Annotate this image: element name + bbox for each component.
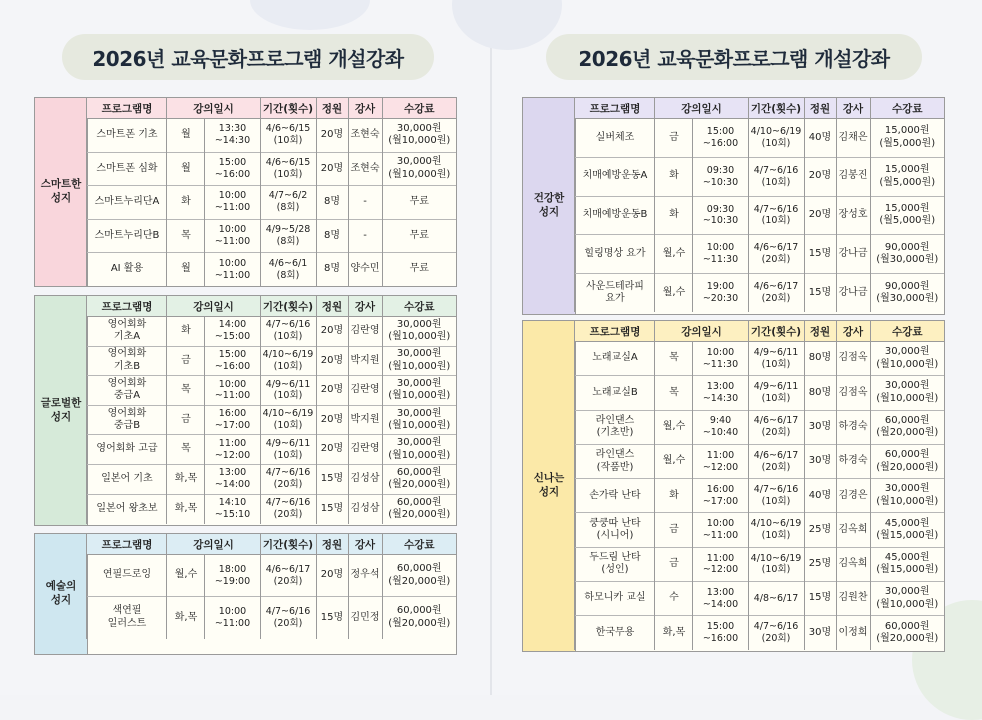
column-header: 강의일시: [655, 321, 748, 342]
table-row: [575, 479, 944, 513]
column-header: 강의일시: [167, 534, 260, 555]
instructor: 하경숙: [836, 410, 870, 444]
capacity: 25명: [804, 547, 836, 581]
program-name: 라인댄스 (작품반): [575, 444, 655, 478]
table-row: [87, 464, 456, 494]
schedule-day: 수: [655, 582, 693, 616]
program-name: 영어회화 기초B: [87, 346, 167, 376]
program-name: 하모니카 교실: [575, 582, 655, 616]
fee: 15,000원 (월5,000원): [870, 196, 944, 235]
schedule-day: 목: [655, 342, 693, 376]
instructor: 김민정: [348, 597, 382, 639]
schedule-time: 13:30 ~14:30: [205, 119, 260, 153]
table-row: [575, 157, 944, 196]
schedule-day: 월,수: [655, 444, 693, 478]
column-header: 강사: [348, 296, 382, 317]
capacity: 8명: [316, 219, 348, 253]
fee: 90,000원 (월30,000원): [870, 274, 944, 313]
section-art: [34, 533, 457, 655]
schedule-time: 13:00 ~14:00: [205, 464, 260, 494]
program-name: 한국무용: [575, 616, 655, 650]
fee: 30,000원 (월10,000원): [382, 435, 456, 465]
fee: 90,000원 (월30,000원): [870, 235, 944, 274]
schedule-day: 화: [655, 157, 693, 196]
table-row: [87, 494, 456, 524]
capacity: 15명: [804, 235, 836, 274]
schedule-time: 15:00 ~16:00: [693, 119, 748, 158]
period: 4/10~6/19 (10회): [260, 405, 316, 435]
column-header: 강사: [836, 98, 870, 119]
program-name: 영어회화 고급: [87, 435, 167, 465]
period: 4/6~6/1 (8회): [260, 253, 316, 287]
capacity: 20명: [316, 376, 348, 406]
schedule-day: 금: [167, 405, 205, 435]
schedule-time: 15:00 ~16:00: [205, 152, 260, 186]
capacity: 15명: [316, 494, 348, 524]
schedule-day: 화: [655, 196, 693, 235]
table-row: [87, 376, 456, 406]
column-header: 강의일시: [655, 98, 748, 119]
instructor: 조현숙: [348, 152, 382, 186]
table-row: [87, 435, 456, 465]
schedule-time: 10:00 ~11:30: [693, 235, 748, 274]
schedule-day: 월: [167, 119, 205, 153]
program-name: 스마트누리단A: [87, 186, 167, 220]
program-name: 영어회화 중급B: [87, 405, 167, 435]
column-header: 정원: [316, 98, 348, 119]
instructor: 정우석: [348, 555, 382, 597]
fee: 60,000원 (월20,000원): [870, 444, 944, 478]
schedule-time: 15:00 ~16:00: [693, 616, 748, 650]
capacity: 8명: [316, 253, 348, 287]
capacity: 25명: [804, 513, 836, 547]
period: 4/7~6/16 (20회): [260, 597, 316, 639]
fee: 60,000원 (월20,000원): [870, 410, 944, 444]
program-name: 노래교실B: [575, 376, 655, 410]
category-label: 신나는 성지: [523, 321, 576, 651]
column-header: 수강료: [870, 98, 944, 119]
instructor: 김경은: [836, 479, 870, 513]
fee: 무료: [382, 186, 456, 220]
schedule-time: 09:30 ~10:30: [693, 157, 748, 196]
section-global: [34, 295, 457, 526]
capacity: 20명: [316, 555, 348, 597]
schedule-day: 월: [167, 253, 205, 287]
instructor: 조현숙: [348, 119, 382, 153]
capacity: 40명: [804, 479, 836, 513]
right-page: [492, 0, 982, 695]
capacity: 20명: [804, 196, 836, 235]
fee: 45,000원 (월15,000원): [870, 547, 944, 581]
schedule-time: 16:00 ~17:00: [205, 405, 260, 435]
period: 4/7~6/16 (20회): [748, 616, 804, 650]
program-name: 두드림 난타 (성인): [575, 547, 655, 581]
program-name: 치매예방운동A: [575, 157, 655, 196]
page-title-right: 2026년 교육문화프로그램 개설강좌: [546, 34, 922, 80]
table-row: [87, 253, 456, 287]
capacity: 20명: [316, 317, 348, 347]
column-header: 수강료: [382, 534, 456, 555]
schedule-day: 화,목: [167, 464, 205, 494]
schedule-day: 금: [167, 346, 205, 376]
column-header: 수강료: [382, 296, 456, 317]
capacity: 30명: [804, 444, 836, 478]
column-header: 강의일시: [167, 296, 260, 317]
fee: 30,000원 (월10,000원): [870, 582, 944, 616]
period: 4/6~6/17 (20회): [748, 274, 804, 313]
period: 4/7~6/16 (10회): [748, 157, 804, 196]
fee: 30,000원 (월10,000원): [870, 376, 944, 410]
schedule-time: 13:00 ~14:30: [693, 376, 748, 410]
table-row: [575, 582, 944, 616]
period: 4/9~5/28 (8회): [260, 219, 316, 253]
instructor: 김채은: [836, 119, 870, 158]
capacity: 20명: [316, 346, 348, 376]
period: 4/10~6/19 (10회): [260, 346, 316, 376]
period: 4/9~6/11 (10회): [260, 376, 316, 406]
period: 4/10~6/19 (10회): [748, 119, 804, 158]
capacity: 30명: [804, 616, 836, 650]
column-header: 프로그램명: [87, 98, 167, 119]
period: 4/9~6/11 (10회): [748, 342, 804, 376]
period: 4/8~6/17: [748, 582, 804, 616]
fee: 무료: [382, 253, 456, 287]
table-row: [575, 410, 944, 444]
instructor: 김옥희: [836, 547, 870, 581]
column-header: 정원: [316, 296, 348, 317]
capacity: 20명: [316, 405, 348, 435]
schedule-day: 목: [167, 435, 205, 465]
capacity: 20명: [316, 119, 348, 153]
schedule-time: 9:40 ~10:40: [693, 410, 748, 444]
capacity: 20명: [804, 157, 836, 196]
instructor: 김성삼: [348, 494, 382, 524]
table-row: [575, 235, 944, 274]
program-name: 손가락 난타: [575, 479, 655, 513]
table-row: [575, 119, 944, 158]
schedule-time: 10:00 ~11:00: [205, 219, 260, 253]
period: 4/6~6/17 (20회): [748, 410, 804, 444]
column-header: 정원: [316, 534, 348, 555]
instructor: 김봉진: [836, 157, 870, 196]
column-header: 프로그램명: [87, 534, 167, 555]
schedule-time: 10:00 ~11:00: [205, 186, 260, 220]
fee: 30,000원 (월10,000원): [382, 317, 456, 347]
section-fun: [522, 320, 945, 652]
schedule-time: 10:00 ~11:00: [205, 597, 260, 639]
page-title-left: 2026년 교육문화프로그램 개설강좌: [62, 34, 434, 80]
course-table: [574, 321, 944, 650]
schedule-time: 11:00 ~12:00: [693, 547, 748, 581]
program-name: 실버체조: [575, 119, 655, 158]
column-header: 프로그램명: [575, 98, 655, 119]
table-row: [575, 274, 944, 313]
table-row: [87, 597, 456, 639]
period: 4/7~6/16 (10회): [748, 479, 804, 513]
program-name: 쿵쿵따 난타 (시니어): [575, 513, 655, 547]
period: 4/9~6/11 (10회): [748, 376, 804, 410]
program-name: 연필드로잉: [87, 555, 167, 597]
schedule-day: 금: [655, 547, 693, 581]
course-table: [574, 98, 944, 312]
section-smart: [34, 97, 457, 287]
schedule-day: 월,수: [655, 274, 693, 313]
column-header: 수강료: [382, 98, 456, 119]
capacity: 20명: [316, 152, 348, 186]
schedule-day: 목: [167, 219, 205, 253]
table-row: [87, 219, 456, 253]
schedule-day: 화: [655, 479, 693, 513]
schedule-time: 10:00 ~11:30: [693, 342, 748, 376]
period: 4/6~6/15 (10회): [260, 119, 316, 153]
schedule-time: 16:00 ~17:00: [693, 479, 748, 513]
instructor: 하경숙: [836, 444, 870, 478]
program-name: 스마트누리단B: [87, 219, 167, 253]
fee: 30,000원 (월10,000원): [382, 346, 456, 376]
table-row: [575, 376, 944, 410]
schedule-day: 월,수: [655, 235, 693, 274]
period: 4/6~6/17 (20회): [748, 235, 804, 274]
schedule-day: 월: [167, 152, 205, 186]
instructor: 김란영: [348, 435, 382, 465]
instructor: 박지원: [348, 405, 382, 435]
fee: 60,000원 (월20,000원): [382, 464, 456, 494]
period: 4/6~6/17 (20회): [748, 444, 804, 478]
column-header: 기간(횟수): [748, 321, 804, 342]
instructor: 김란영: [348, 376, 382, 406]
period: 4/9~6/11 (10회): [260, 435, 316, 465]
program-name: 라인댄스 (기초반): [575, 410, 655, 444]
fee: 60,000원 (월20,000원): [382, 555, 456, 597]
program-name: 사운드테라피 요가: [575, 274, 655, 313]
program-name: 영어회화 중급A: [87, 376, 167, 406]
period: 4/10~6/19 (10회): [748, 513, 804, 547]
instructor: 양수민: [348, 253, 382, 287]
schedule-time: 10:00 ~11:00: [205, 376, 260, 406]
fee: 30,000원 (월10,000원): [382, 119, 456, 153]
instructor: 김성삼: [348, 464, 382, 494]
table-row: [575, 444, 944, 478]
column-header: 강사: [348, 98, 382, 119]
program-name: 치매예방운동B: [575, 196, 655, 235]
program-name: 색연필 일러스트: [87, 597, 167, 639]
instructor: 김점옥: [836, 376, 870, 410]
fee: 30,000원 (월10,000원): [382, 405, 456, 435]
table-row: [87, 405, 456, 435]
column-header: 수강료: [870, 321, 944, 342]
schedule-day: 화: [167, 317, 205, 347]
course-table: [86, 296, 456, 524]
program-name: 영어회화 기초A: [87, 317, 167, 347]
fee: 30,000원 (월10,000원): [382, 376, 456, 406]
program-name: 일본어 왕초보: [87, 494, 167, 524]
instructor: 강나금: [836, 274, 870, 313]
capacity: 8명: [316, 186, 348, 220]
column-header: 강사: [836, 321, 870, 342]
period: 4/6~6/17 (20회): [260, 555, 316, 597]
period: 4/10~6/19 (10회): [748, 547, 804, 581]
instructor: 강나금: [836, 235, 870, 274]
capacity: 80명: [804, 342, 836, 376]
schedule-time: 11:00 ~12:00: [205, 435, 260, 465]
table-row: [575, 616, 944, 650]
column-header: 강의일시: [167, 98, 260, 119]
instructor: 김란영: [348, 317, 382, 347]
table-row: [575, 196, 944, 235]
table-row: [87, 152, 456, 186]
schedule-time: 10:00 ~11:00: [693, 513, 748, 547]
column-header: 프로그램명: [575, 321, 655, 342]
capacity: 15명: [316, 597, 348, 639]
capacity: 80명: [804, 376, 836, 410]
instructor: -: [348, 219, 382, 253]
period: 4/7~6/16 (10회): [748, 196, 804, 235]
instructor: 김점옥: [836, 342, 870, 376]
schedule-time: 15:00 ~16:00: [205, 346, 260, 376]
fee: 60,000원 (월20,000원): [382, 494, 456, 524]
capacity: 20명: [316, 435, 348, 465]
schedule-time: 11:00 ~12:00: [693, 444, 748, 478]
instructor: -: [348, 186, 382, 220]
period: 4/6~6/15 (10회): [260, 152, 316, 186]
instructor: 김옥희: [836, 513, 870, 547]
fee: 60,000원 (월20,000원): [382, 597, 456, 639]
column-header: 기간(횟수): [260, 98, 316, 119]
schedule-time: 14:00 ~15:00: [205, 317, 260, 347]
category-label: 예술의 성지: [35, 534, 88, 654]
fee: 30,000원 (월10,000원): [382, 152, 456, 186]
schedule-day: 목: [655, 376, 693, 410]
course-table: [86, 98, 456, 286]
column-header: 기간(횟수): [748, 98, 804, 119]
instructor: 이정희: [836, 616, 870, 650]
program-name: 스마트폰 기초: [87, 119, 167, 153]
table-row: [87, 346, 456, 376]
fee: 무료: [382, 219, 456, 253]
schedule-day: 금: [655, 513, 693, 547]
instructor: 장성호: [836, 196, 870, 235]
decor-shape: [250, 0, 370, 30]
category-label: 스마트한 성지: [35, 98, 88, 286]
period: 4/7~6/16 (10회): [260, 317, 316, 347]
fee: 60,000원 (월20,000원): [870, 616, 944, 650]
column-header: 정원: [804, 321, 836, 342]
period: 4/7~6/16 (20회): [260, 494, 316, 524]
table-row: [575, 342, 944, 376]
table-row: [87, 317, 456, 347]
instructor: 김원찬: [836, 582, 870, 616]
fee: 30,000원 (월10,000원): [870, 342, 944, 376]
period: 4/7~6/16 (20회): [260, 464, 316, 494]
program-name: 힐링명상 요가: [575, 235, 655, 274]
section-health: [522, 97, 945, 315]
table-row: [87, 119, 456, 153]
schedule-day: 월,수: [167, 555, 205, 597]
program-name: 스마트폰 심화: [87, 152, 167, 186]
column-header: 프로그램명: [87, 296, 167, 317]
table-row: [575, 547, 944, 581]
table-row: [87, 555, 456, 597]
left-page: [0, 0, 490, 695]
schedule-time: 09:30 ~10:30: [693, 196, 748, 235]
program-name: 노래교실A: [575, 342, 655, 376]
schedule-day: 월,수: [655, 410, 693, 444]
capacity: 30명: [804, 410, 836, 444]
schedule-day: 화,목: [167, 494, 205, 524]
table-row: [575, 513, 944, 547]
program-name: 일본어 기초: [87, 464, 167, 494]
category-label: 글로벌한 성지: [35, 296, 88, 525]
schedule-day: 금: [655, 119, 693, 158]
schedule-time: 19:00 ~20:30: [693, 274, 748, 313]
capacity: 15명: [804, 582, 836, 616]
capacity: 15명: [316, 464, 348, 494]
schedule-time: 10:00 ~11:00: [205, 253, 260, 287]
schedule-day: 화,목: [167, 597, 205, 639]
category-label: 건강한 성지: [523, 98, 576, 314]
column-header: 기간(횟수): [260, 534, 316, 555]
column-header: 강사: [348, 534, 382, 555]
schedule-day: 화: [167, 186, 205, 220]
column-header: 정원: [804, 98, 836, 119]
schedule-day: 화,목: [655, 616, 693, 650]
schedule-time: 13:00 ~14:00: [693, 582, 748, 616]
course-table: [86, 534, 456, 639]
capacity: 15명: [804, 274, 836, 313]
fee: 30,000원 (월10,000원): [870, 479, 944, 513]
fee: 45,000원 (월15,000원): [870, 513, 944, 547]
capacity: 40명: [804, 119, 836, 158]
period: 4/7~6/2 (8회): [260, 186, 316, 220]
program-name: AI 활용: [87, 253, 167, 287]
schedule-day: 목: [167, 376, 205, 406]
instructor: 박지원: [348, 346, 382, 376]
column-header: 기간(횟수): [260, 296, 316, 317]
table-row: [87, 186, 456, 220]
fee: 15,000원 (월5,000원): [870, 119, 944, 158]
fee: 15,000원 (월5,000원): [870, 157, 944, 196]
schedule-time: 14:10 ~15:10: [205, 494, 260, 524]
schedule-time: 18:00 ~19:00: [205, 555, 260, 597]
